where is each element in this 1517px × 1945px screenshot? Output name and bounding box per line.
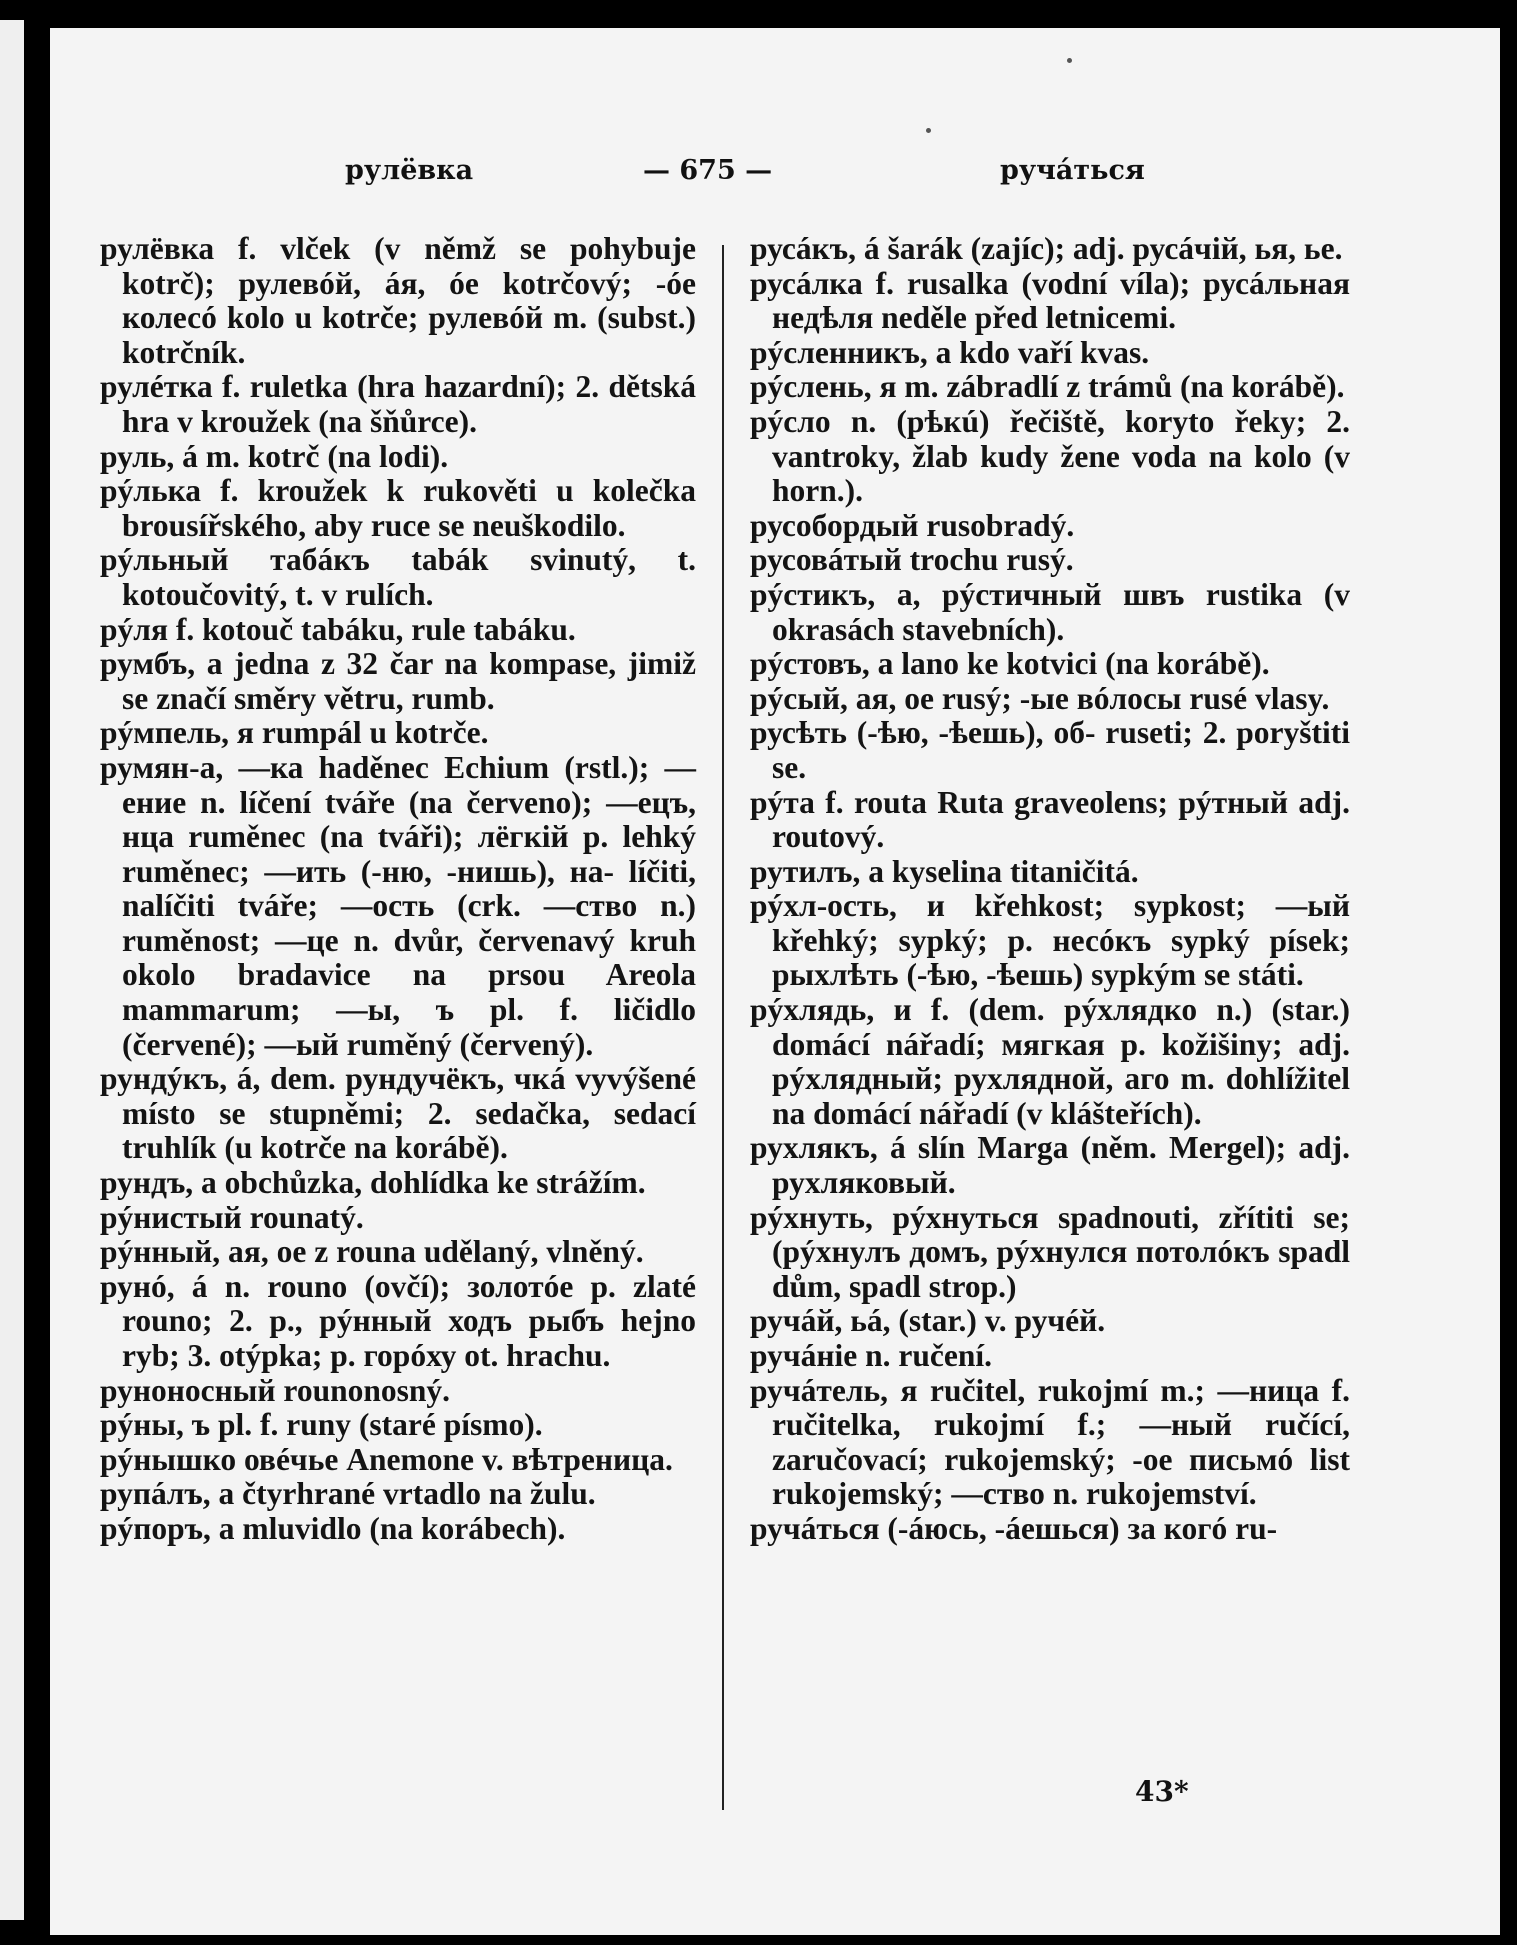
dictionary-entry: ручáніе n. ručení. xyxy=(750,1338,993,1373)
dictionary-entry: ручáтель, я ručitel, rukojmí m.; —ница f. ručitelka, rukojmí f.; —ный ručící, zaručovací; rukojemský; -ое письмó list rukojemský; —ство n. rukojemství. xyxy=(750,1372,1350,1512)
scan-speck xyxy=(1067,58,1072,63)
dictionary-entry: рундъ, а obchůzka, dohlídka ke strážím. xyxy=(100,1165,646,1201)
column-divider xyxy=(722,245,724,1810)
dictionary-entry: русáкъ, á šarák (zajíc); adj. русáчій, ья, ье. xyxy=(750,231,1343,266)
dictionary-entry: рýхлядь, и f. (dem. рýхлядко n.) (star.) domácí nářadí; мягкая р. kožišiny; adj. рýхлядный; рухлядной, аго m. dohlížitel na domácí nářadí (v klášteřích). xyxy=(750,992,1350,1131)
dictionary-entry: румян-а, —ка haděnec Echium (rstl.); —ение n. líčení tváře (na červeno); —ецъ, нца ruměnec (na tváři); лёгкій p. lehký ruměnec; —ить (-ню, -нишь), на- líčiti, nalíčiti tváře; —ость (crk. —ство n.) ruměnost; —це n. dvůr, červenavý kruh okolo bradavice na prsou Areola mammarum; —ы, ъ pl. f. ličidlo (červené); —ый ruměný (červený). xyxy=(100,749,696,1062)
dictionary-entry: рухлякъ, á slín Marga (něm. Mergel); adj. рухляковый. xyxy=(750,1130,1350,1201)
dictionary-entry: рýсло n. (рѣкú) řečiště, koryto řeky; 2. vantroky, žlab kudy žene voda na kolo (v horn.). xyxy=(750,403,1350,509)
dictionary-entry: русѣть (-ѣю, -ѣешь), об- ruseti; 2. porуštiti se. xyxy=(750,715,1350,785)
header-right-guide-word: ручáться xyxy=(1000,155,1145,186)
dictionary-entry: рýстикъ, а, рýстичный швъ rustika (v okrasách stavebních). xyxy=(750,576,1350,647)
signature-mark: 43* xyxy=(1135,1775,1189,1808)
dictionary-entry: рýмпель, я rumpál u kotrče. xyxy=(100,715,489,751)
dictionary-entry: рундýкъ, á, dem. рундучёкъ, чкá vyvýšené místo se stupněmi; 2. sedačka, sedací truhlík (u kotrče na korábě). xyxy=(100,1061,696,1166)
page-number: — 675 — xyxy=(643,155,773,186)
left-column xyxy=(100,232,696,1547)
dictionary-entry: рýхл-ость, и křehkost; sypkost; —ый křehký; sypký; р. несóкъ sypký písek; рыхлѣть (-ѣю, -ѣешь) sypkým se státi. xyxy=(750,888,1350,993)
scan-speck xyxy=(926,128,931,133)
dictionary-entry: рулёвка f. vlček (v němž se pohybuje kotrč); рулевóй, áя, óе kotrčový; -óе колесó kolo u kotrče; рулевóй m. (subst.) kotrčník. xyxy=(100,231,696,370)
dictionary-entry: рýстовъ, а lano ke kotvici (na korábě). xyxy=(750,646,1270,682)
dictionary-entry: рýпоръ, а mluvidlo (na korábech). xyxy=(100,1510,566,1546)
dictionary-entry: рýльный табáкъ tabák svinutý, t. kotoučovitý, t. v rulích. xyxy=(100,542,696,612)
dictionary-entry: рýнный, ая, ое z rouna udělaný, vlněný. xyxy=(100,1234,644,1270)
dictionary-entry: рулéтка f. ruletka (hra hazardní); 2. dětská hra v kroužek (na šňůrce). xyxy=(100,369,696,439)
dictionary-entry: ручáй, ьá, (star.) v. ручéй. xyxy=(750,1303,1106,1339)
dictionary-entry: рýсленникъ, а kdo vaří kvas. xyxy=(750,334,1150,370)
dictionary-entry: рутилъ, а kyselina titaničitá. xyxy=(750,853,1139,889)
dictionary-entry: рýта f. routa Ruta graveolens; рýтный adj. routový. xyxy=(750,784,1350,855)
dictionary-entry: рýны, ъ pl. f. runy (staré písmo). xyxy=(100,1407,543,1443)
dictionary-entry: русáлка f. rusalka (vodní víla); русáльная недѣля neděle před letnicemi. xyxy=(750,265,1350,336)
right-column xyxy=(750,232,1350,1547)
dictionary-entry: рýнышко овéчье Anemone v. вѣтреница. xyxy=(100,1441,673,1477)
dictionary-entry: рунó, á n. rouno (ovčí); золотóе р. zlaté rouno; 2. р., рýнный ходъ рыбъ hejno ryb; 3. otýpka; р. горóху ot. hrachu. xyxy=(100,1268,696,1373)
dictionary-entry: рýлька f. kroužek k rukověti u kolečka brousířského, aby ruce se neuškodilo. xyxy=(100,473,696,543)
dictionary-entry: русобордый rusobradý. xyxy=(750,507,1075,543)
dictionary-entry: рýслень, я m. zábradlí z trámů (na korábě). xyxy=(750,369,1345,405)
dictionary-entry: румбъ, а jedna z 32 čar na kompase, jimiž se značí směry větru, rumb. xyxy=(100,646,696,716)
dictionary-entry: русовáтый trochu rusý. xyxy=(750,542,1074,578)
dictionary-entry: рýхнуть, рýхнуться spadnouti, zřítiti se; (рýхнулъ домъ, рýхнулся потолóкъ spadl dům, spadl strop.) xyxy=(750,1199,1350,1304)
dictionary-entry: ручáться (-áюсь, -áешься) за когó ru- xyxy=(750,1510,1278,1546)
dictionary-entry: рýнистый rounatý. xyxy=(100,1199,364,1235)
dictionary-entry: рупáлъ, а čtyrhrané vrtadlo na žulu. xyxy=(100,1476,596,1512)
dictionary-entry: руноносный rounonosný. xyxy=(100,1372,451,1408)
dictionary-entry: рýля f. kotouč tabáku, rule tabáku. xyxy=(100,611,576,647)
dictionary-entry: рýсый, ая, ое rusý; -ые вóлосы rusé vlasy. xyxy=(750,680,1330,716)
dictionary-entry: руль, á m. kotrč (na lodi). xyxy=(100,438,449,474)
previous-page-edge xyxy=(0,20,24,1920)
running-header xyxy=(50,155,1500,195)
header-left-guide-word: рулёвка xyxy=(345,155,474,186)
